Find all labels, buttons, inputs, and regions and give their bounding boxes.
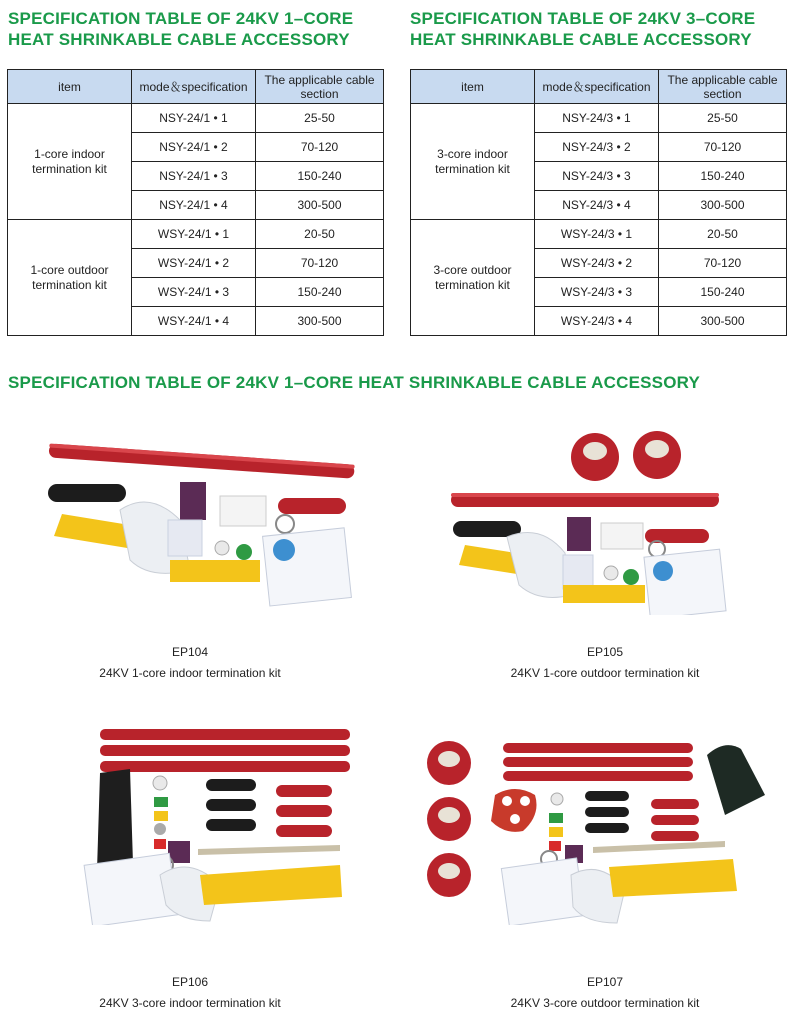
product-image-ep105 <box>445 425 735 615</box>
product-image-ep106 <box>70 725 360 925</box>
section-cell: 70-120 <box>659 249 787 278</box>
group-label: 1-core indoor termination kit <box>8 104 132 220</box>
section-cell: 300-500 <box>659 307 787 336</box>
model-cell: NSY-24/1 • 2 <box>132 133 256 162</box>
product-name: 24KV 3-core indoor termination kit <box>99 996 281 1010</box>
spec-table-1-core <box>7 69 384 336</box>
table-row <box>8 220 384 249</box>
left-table-title: SPECIFICATION TABLE OF 24KV 1–CORE HEAT SHRINKABLE CABLE ACCESSORY <box>8 9 354 49</box>
model-cell: WSY-24/3 • 2 <box>535 249 659 278</box>
section-cell: 150-240 <box>659 278 787 307</box>
table-row <box>411 104 787 133</box>
section-cell: 25-50 <box>659 104 787 133</box>
spec-table-3-core <box>410 69 787 336</box>
header-item: item <box>411 70 535 104</box>
section-cell: 25-50 <box>256 104 384 133</box>
table-header-row <box>8 70 384 104</box>
model-cell: WSY-24/3 • 4 <box>535 307 659 336</box>
product-code: EP105 <box>586 645 624 659</box>
section-cell: 70-120 <box>659 133 787 162</box>
product-image-ep104 <box>40 440 360 620</box>
model-cell: WSY-24/1 • 3 <box>132 278 256 307</box>
model-cell: WSY-24/1 • 2 <box>132 249 256 278</box>
model-cell: WSY-24/3 • 3 <box>535 278 659 307</box>
section-title: SPECIFICATION TABLE OF 24KV 1–CORE HEAT SHRINKABLE CABLE ACCESSORY <box>8 373 701 392</box>
model-cell: NSY-24/1 • 4 <box>132 191 256 220</box>
product-code: EP106 <box>171 975 209 989</box>
model-cell: NSY-24/3 • 3 <box>535 162 659 191</box>
group-label: 1-core outdoor termination kit <box>8 220 132 336</box>
model-cell: NSY-24/3 • 2 <box>535 133 659 162</box>
product-name: 24KV 1-core outdoor termination kit <box>510 666 700 680</box>
section-cell: 20-50 <box>256 220 384 249</box>
section-cell: 20-50 <box>659 220 787 249</box>
model-cell: WSY-24/1 • 1 <box>132 220 256 249</box>
header-item: item <box>8 70 132 104</box>
header-mode: mode＆specification <box>535 70 659 104</box>
model-cell: WSY-24/3 • 1 <box>535 220 659 249</box>
section-cell: 150-240 <box>256 278 384 307</box>
table-row <box>8 104 384 133</box>
section-cell: 150-240 <box>659 162 787 191</box>
section-cell: 300-500 <box>659 191 787 220</box>
product-image-ep107 <box>425 735 775 925</box>
section-cell: 300-500 <box>256 191 384 220</box>
table-row <box>411 220 787 249</box>
product-code: EP107 <box>586 975 624 989</box>
model-cell: NSY-24/1 • 1 <box>132 104 256 133</box>
header-section: The applicable cable section <box>659 70 787 104</box>
section-cell: 300-500 <box>256 307 384 336</box>
model-cell: NSY-24/3 • 1 <box>535 104 659 133</box>
table-header-row <box>411 70 787 104</box>
model-cell: NSY-24/3 • 4 <box>535 191 659 220</box>
product-code: EP104 <box>171 645 209 659</box>
header-mode: mode＆specification <box>132 70 256 104</box>
group-label: 3-core indoor termination kit <box>411 104 535 220</box>
group-label: 3-core outdoor termination kit <box>411 220 535 336</box>
section-cell: 150-240 <box>256 162 384 191</box>
model-cell: NSY-24/1 • 3 <box>132 162 256 191</box>
right-table-title: SPECIFICATION TABLE OF 24KV 3–CORE HEAT SHRINKABLE CABLE ACCESSORY <box>410 9 756 49</box>
model-cell: WSY-24/1 • 4 <box>132 307 256 336</box>
section-cell: 70-120 <box>256 249 384 278</box>
section-cell: 70-120 <box>256 133 384 162</box>
product-name: 24KV 3-core outdoor termination kit <box>510 996 700 1010</box>
product-name: 24KV 1-core indoor termination kit <box>99 666 281 680</box>
header-section: The applicable cable section <box>256 70 384 104</box>
